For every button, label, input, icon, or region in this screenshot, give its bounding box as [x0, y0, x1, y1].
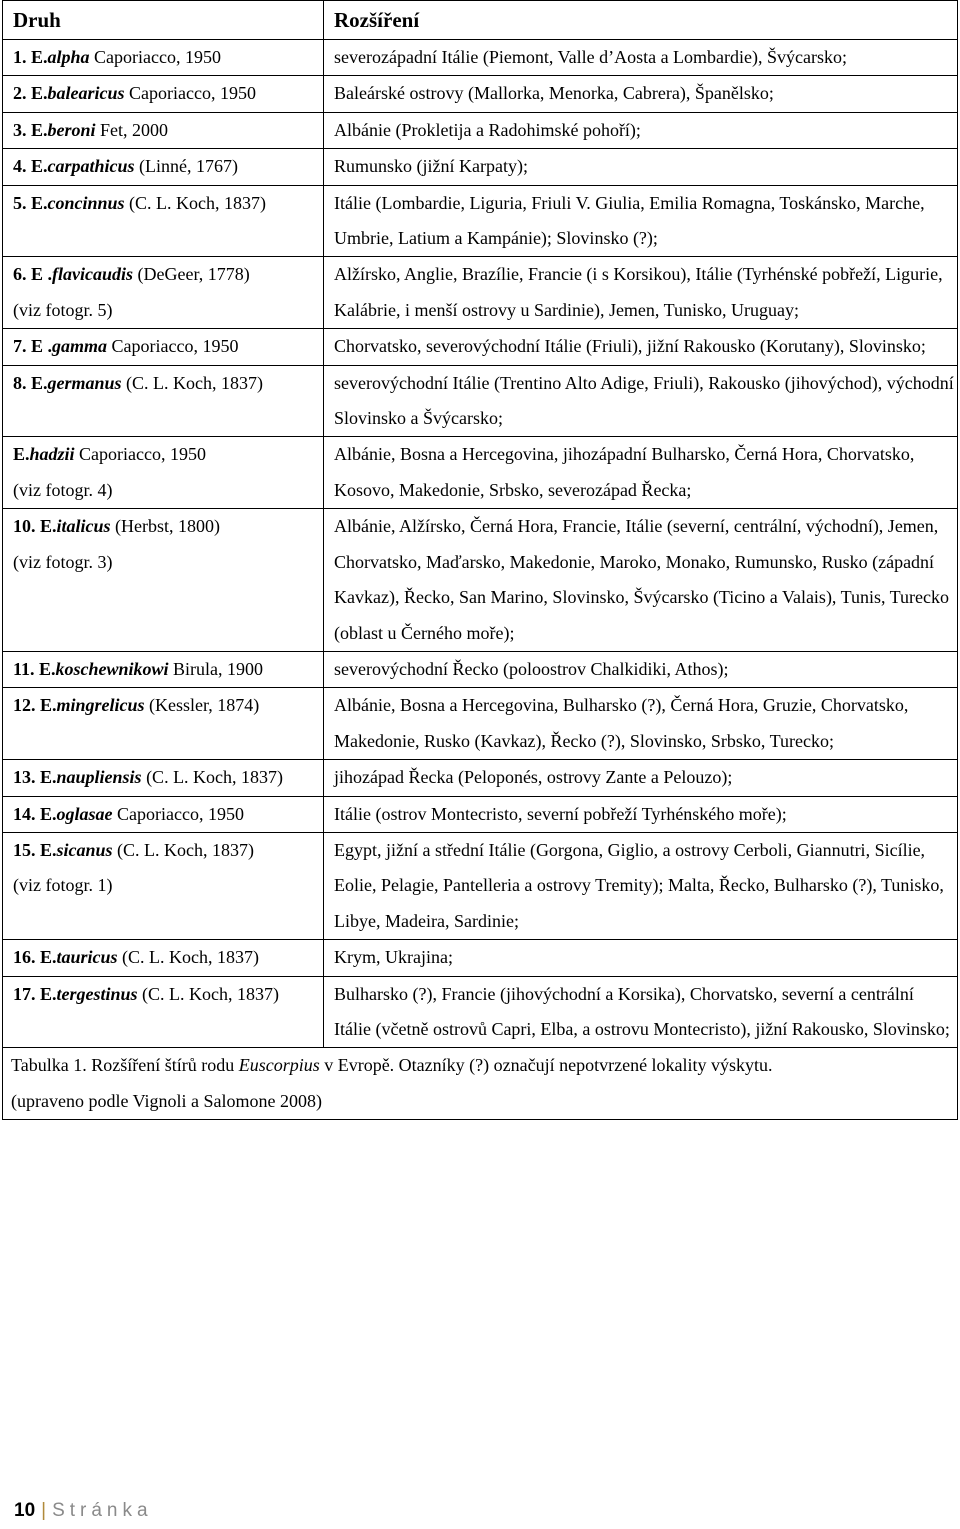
table-row — [3, 832, 958, 939]
species-cell — [3, 149, 324, 185]
species-author: (C. L. Koch, 1837) — [124, 192, 267, 213]
species-author: Caporiacco, 1950 — [107, 336, 239, 357]
page-footer — [14, 1500, 153, 1522]
range-cell: jihozápad Řecka (Peloponés, ostrovy Zante a Pelouzo); — [324, 760, 958, 796]
table-row — [3, 76, 958, 112]
species-epithet: flavicaudis — [52, 264, 134, 285]
page-label: Stránka — [52, 1500, 153, 1521]
species-number: 13. E. — [13, 767, 57, 788]
species-epithet: oglasae — [56, 803, 113, 824]
species-epithet: beroni — [47, 119, 96, 140]
species-epithet: germanus — [47, 372, 122, 393]
range-cell: Egypt, jižní a střední Itálie (Gorgona, Giglio, a ostrovy Cerboli, Giannutri, Sicílie, Eolie, Pelagie, Pantelleria a ostrovy Tremity); Malta, Řecko, Bulharsko (?), Tunisko, Libye, Madeira, Sardinie; — [324, 832, 958, 939]
table-row — [3, 651, 958, 687]
range-cell: Rumunsko (jižní Karpaty); — [324, 149, 958, 185]
distribution-table — [2, 0, 958, 1120]
species-epithet: tauricus — [56, 947, 118, 968]
table-row — [3, 149, 958, 185]
species-cell — [3, 257, 324, 329]
species-number: 11. E. — [13, 658, 56, 679]
table-row — [3, 509, 958, 652]
range-cell: Itálie (Lombardie, Liguria, Friuli V. Giulia, Emilia Romagna, Toskánsko, Marche, Umbrie, Latium a Kampánie); Slovinsko (?); — [324, 185, 958, 257]
species-author: Caporiacco, 1950 — [112, 803, 244, 824]
species-author: (Kessler, 1874) — [144, 695, 260, 716]
caption-source: (upraveno podle Vignoli a Salomone 2008) — [11, 1090, 323, 1111]
caption-prefix: Tabulka 1. Rozšíření štírů rodu — [11, 1055, 239, 1076]
species-epithet: mingrelicus — [56, 695, 145, 716]
species-author: (C. L. Koch, 1837) — [141, 767, 284, 788]
species-cell — [3, 940, 324, 976]
header-species: Druh — [3, 1, 324, 40]
species-epithet: concinnus — [47, 192, 125, 213]
table-row — [3, 796, 958, 832]
species-author: (DeGeer, 1778) — [133, 264, 250, 285]
table-row — [3, 437, 958, 509]
range-cell: Albánie (Prokletija a Radohimské pohoří); — [324, 112, 958, 148]
species-photo-ref: (viz fotogr. 3) — [13, 551, 113, 572]
species-cell — [3, 651, 324, 687]
species-number: 16. E. — [13, 947, 57, 968]
species-cell — [3, 112, 324, 148]
species-number: 6. E . — [13, 264, 53, 285]
species-cell — [3, 329, 324, 365]
species-author: (C. L. Koch, 1837) — [121, 372, 264, 393]
range-cell: severovýchodní Itálie (Trentino Alto Adige, Friuli), Rakousko (jihovýchod), východní Slovinsko a Švýcarsko; — [324, 365, 958, 437]
page-number: 10 — [14, 1500, 36, 1521]
species-cell — [3, 796, 324, 832]
table-row — [3, 40, 958, 76]
species-cell — [3, 832, 324, 939]
table-row — [3, 185, 958, 257]
table-row — [3, 760, 958, 796]
species-author: (C. L. Koch, 1837) — [117, 947, 260, 968]
caption-genus: Euscorpius — [238, 1055, 320, 1076]
range-cell: Chorvatsko, severovýchodní Itálie (Friuli), jižní Rakousko (Korutany), Slovinsko; — [324, 329, 958, 365]
species-epithet: naupliensis — [56, 767, 142, 788]
species-author: (Herbst, 1800) — [110, 516, 221, 537]
species-author: (C. L. Koch, 1837) — [112, 839, 255, 860]
caption-suffix: v Evropě. Otazníky (?) označují nepotvrzené lokality výskytu. — [319, 1055, 773, 1076]
header-range: Rozšíření — [324, 1, 958, 40]
species-author: Caporiacco, 1950 — [124, 83, 256, 104]
footer-separator: | — [41, 1500, 47, 1521]
species-photo-ref: (viz fotogr. 1) — [13, 875, 113, 896]
range-cell: Bulharsko (?), Francie (jihovýchodní a Korsika), Chorvatsko, severní a centrální Itálie (včetně ostrovů Capri, Elba, a ostrovu Montecristo), jižní Rakousko, Slovinsko; — [324, 976, 958, 1048]
table-row — [3, 940, 958, 976]
table-row — [3, 329, 958, 365]
range-cell: Krym, Ukrajina; — [324, 940, 958, 976]
species-number: 8. E. — [13, 372, 48, 393]
species-epithet: gamma — [52, 336, 108, 357]
range-cell: Alžírsko, Anglie, Brazílie, Francie (i s Korsikou), Itálie (Tyrhénské pobřeží, Ligurie, Kalábrie, i menší ostrovy u Sardinie), Jemen, Tunisko, Uruguay; — [324, 257, 958, 329]
species-cell — [3, 76, 324, 112]
species-cell — [3, 40, 324, 76]
species-cell — [3, 437, 324, 509]
range-cell: Albánie, Bosna a Hercegovina, Bulharsko (?), Černá Hora, Gruzie, Chorvatsko, Makedonie, Rusko (Kavkaz), Řecko (?), Slovinsko, Srbsko, Turecko; — [324, 688, 958, 760]
range-cell: severozápadní Itálie (Piemont, Valle d’Aosta a Lombardie), Švýcarsko; — [324, 40, 958, 76]
species-author: Caporiacco, 1950 — [74, 444, 207, 465]
species-cell — [3, 365, 324, 437]
species-number: 14. E. — [13, 803, 57, 824]
species-cell — [3, 509, 324, 652]
species-cell — [3, 760, 324, 796]
species-number: 10. E. — [13, 516, 57, 537]
table-row — [3, 112, 958, 148]
table-row — [3, 688, 958, 760]
species-number: 2. E. — [13, 83, 48, 104]
species-cell — [3, 688, 324, 760]
species-author: (Linné, 1767) — [134, 156, 239, 177]
species-cell — [3, 185, 324, 257]
range-cell: Itálie (ostrov Montecristo, severní pobřeží Tyrhénského moře); — [324, 796, 958, 832]
table-caption — [3, 1048, 958, 1120]
species-number: 1. E. — [13, 47, 48, 67]
species-epithet: tergestinus — [56, 983, 138, 1004]
species-epithet: hadzii — [29, 444, 75, 465]
species-epithet: koschewnikowi — [55, 658, 169, 679]
caption-row — [3, 1048, 958, 1120]
species-epithet: balearicus — [47, 83, 125, 104]
species-number: 17. E. — [13, 983, 57, 1004]
species-number: 15. E. — [13, 839, 57, 860]
species-photo-ref: (viz fotogr. 5) — [13, 299, 113, 320]
species-epithet: sicanus — [56, 839, 113, 860]
range-cell: severovýchodní Řecko (poloostrov Chalkidiki, Athos); — [324, 651, 958, 687]
species-photo-ref: (viz fotogr. 4) — [13, 479, 113, 500]
species-author: (C. L. Koch, 1837) — [137, 983, 280, 1004]
species-epithet: carpathicus — [47, 156, 135, 177]
species-number: 12. E. — [13, 695, 57, 716]
species-author: Fet, 2000 — [95, 119, 169, 140]
range-cell: Albánie, Bosna a Hercegovina, jihozápadní Bulharsko, Černá Hora, Chorvatsko, Kosovo, Makedonie, Srbsko, severozápad Řecka; — [324, 437, 958, 509]
species-number: 4. E. — [13, 156, 48, 177]
table-row — [3, 365, 958, 437]
species-number: 3. E. — [13, 119, 48, 140]
species-author: Caporiacco, 1950 — [89, 47, 221, 67]
species-number: 5. E. — [13, 192, 48, 213]
species-cell — [3, 976, 324, 1048]
species-number: 7. E . — [13, 336, 53, 357]
table-header-row — [3, 1, 958, 40]
species-epithet: italicus — [56, 516, 111, 537]
range-cell: Albánie, Alžírsko, Černá Hora, Francie, Itálie (severní, centrální, východní), Jemen, Chorvatsko, Maďarsko, Makedonie, Maroko, Monako, Rumunsko, Rusko (západní Kavkaz), Řecko, San Marino, Slovinsko, Švýcarsko (Ticino a Valais), Tunis, Turecko (oblast u Černého moře); — [324, 509, 958, 652]
species-author: Birula, 1900 — [168, 658, 264, 679]
species-number: E. — [13, 444, 30, 465]
table-row — [3, 976, 958, 1048]
species-epithet: alpha — [47, 47, 90, 67]
table-row — [3, 257, 958, 329]
range-cell: Baleárské ostrovy (Mallorka, Menorka, Cabrera), Španělsko; — [324, 76, 958, 112]
